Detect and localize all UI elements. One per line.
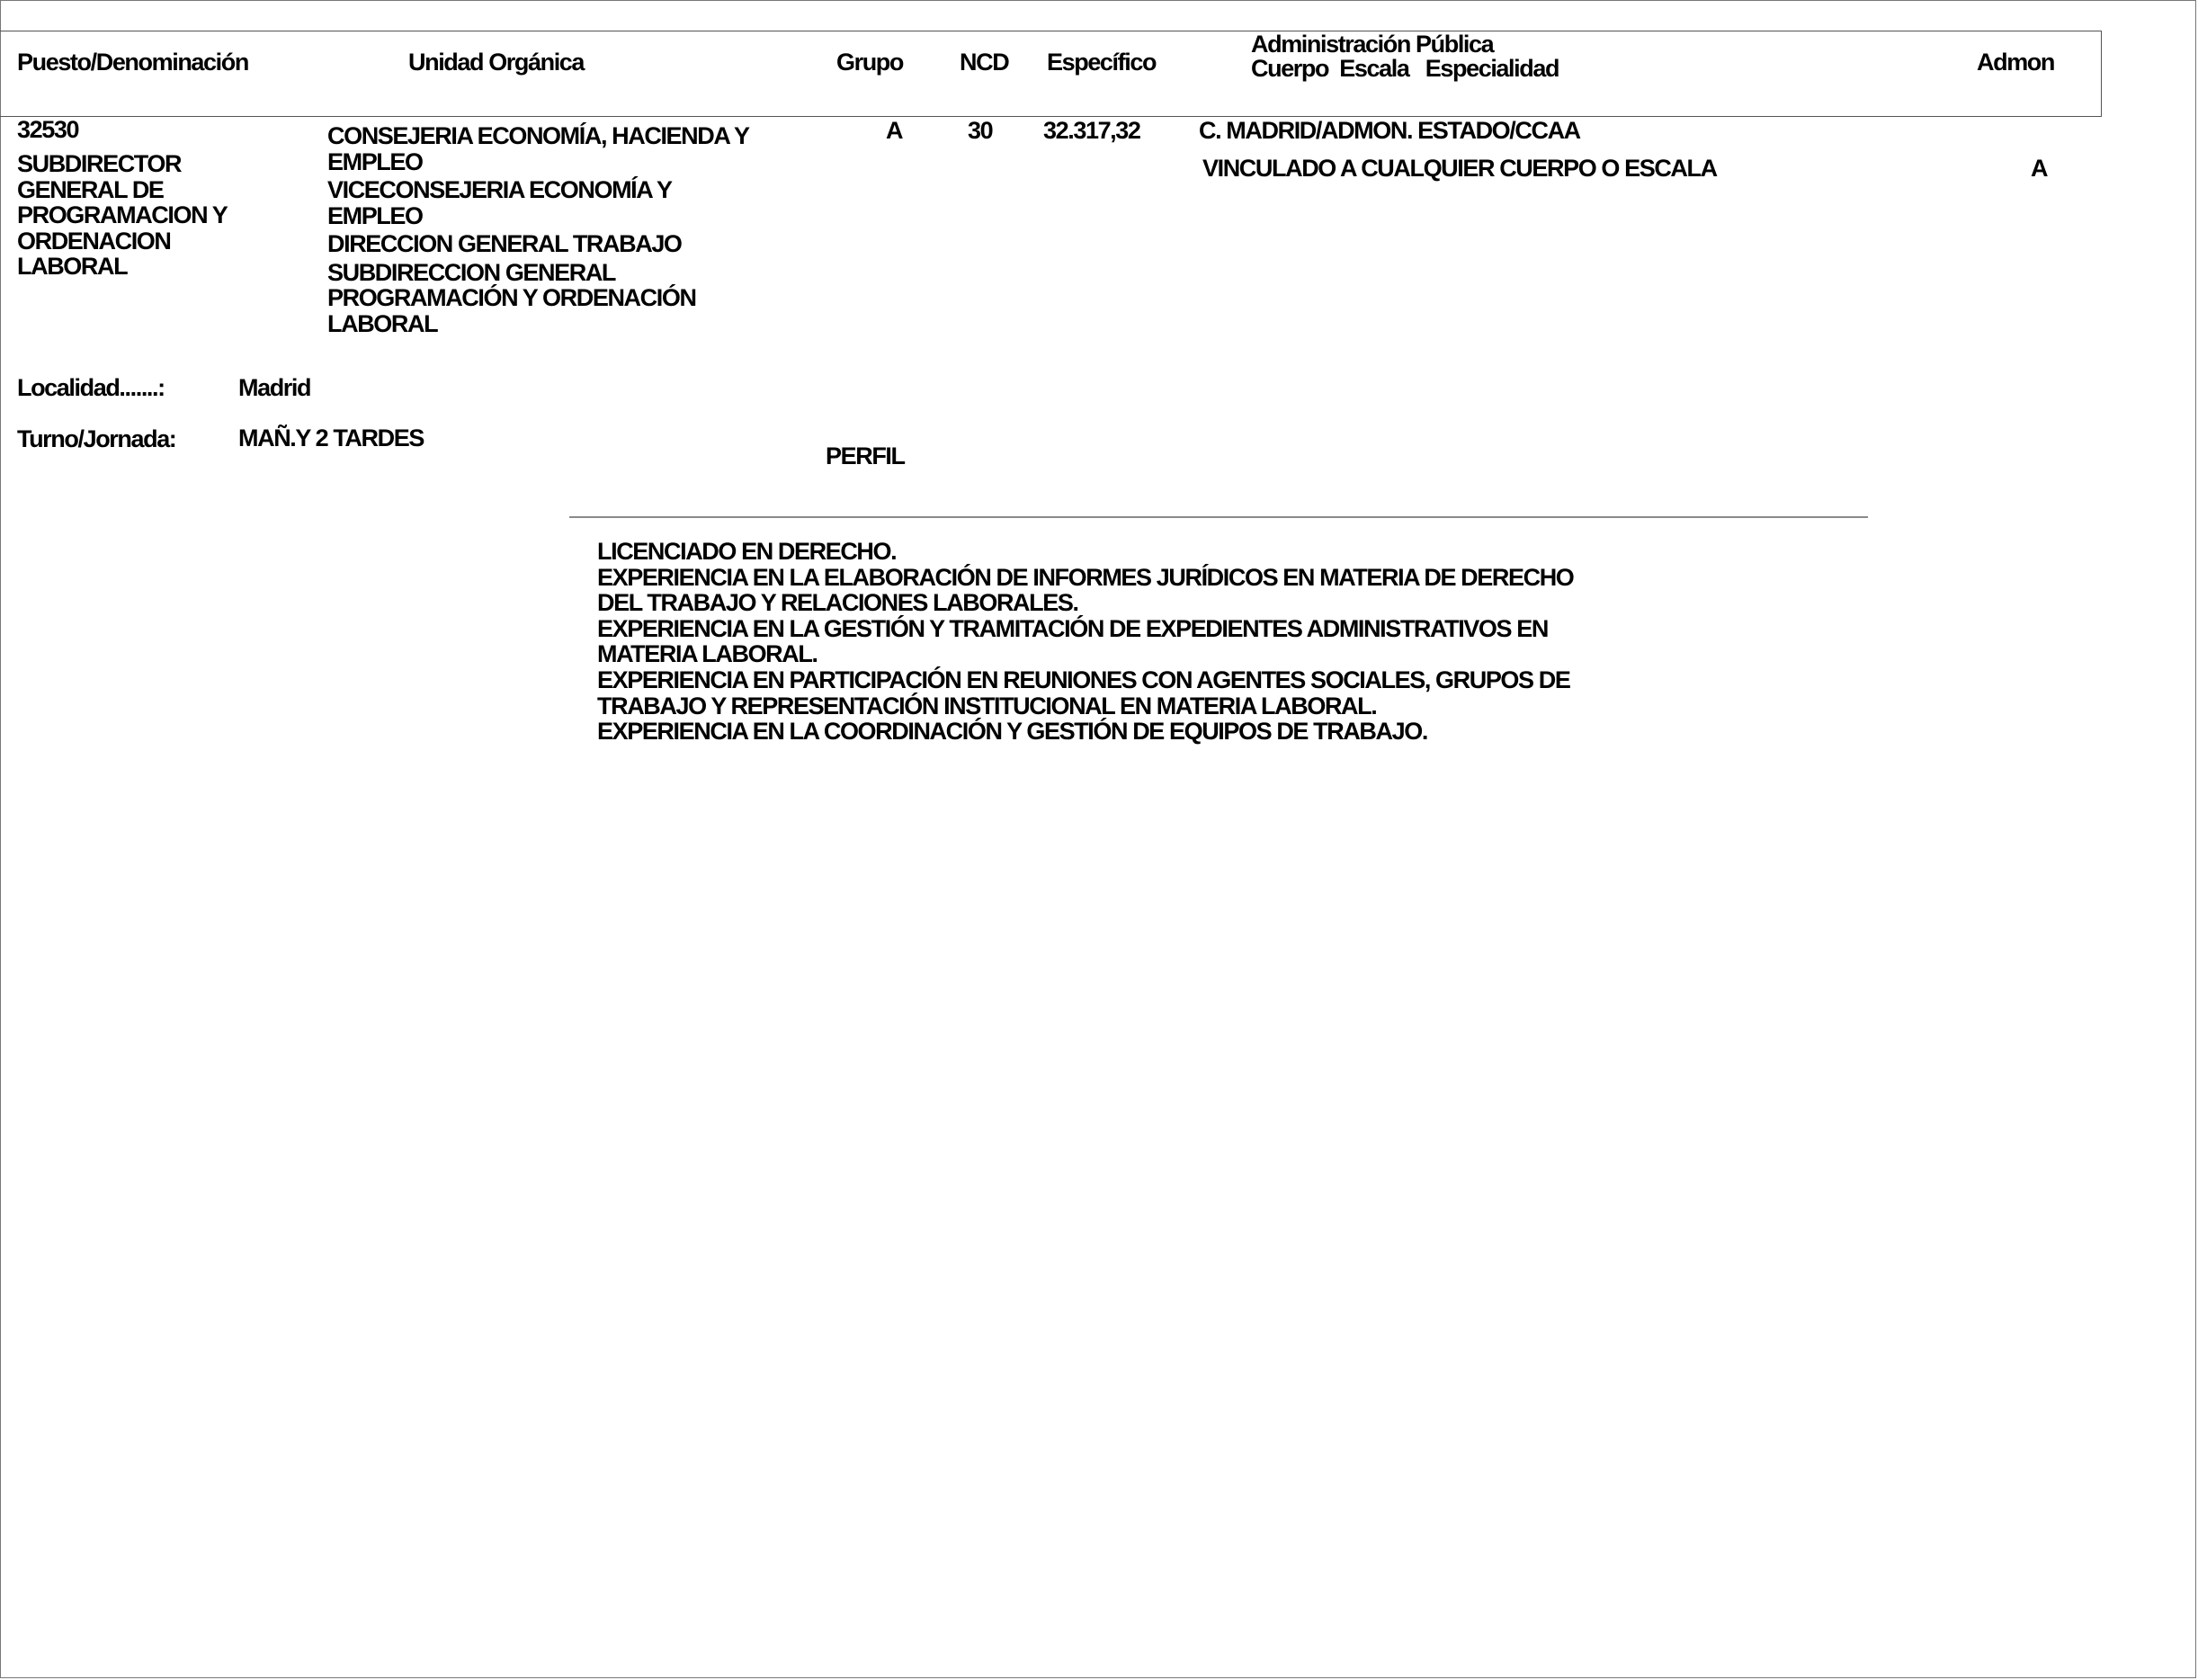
- perfil-text: [597, 539, 1573, 745]
- especifico-value: 32.317,32: [1043, 117, 1140, 144]
- unidad-organica: [327, 123, 749, 336]
- unidad-line: PROGRAMACIÓN Y ORDENACIÓN: [327, 284, 696, 311]
- header-especifico: Específico: [1047, 49, 1157, 76]
- puesto-denominacion: [17, 151, 227, 280]
- header-unidad: Unidad Orgánica: [408, 49, 585, 76]
- perfil-line: EXPERIENCIA EN LA COORDINACIÓN Y GESTIÓN DE EQUIPOS DE TRABAJO.: [597, 718, 1427, 746]
- perfil-line: EXPERIENCIA EN LA GESTIÓN Y TRAMITACIÓN DE EXPEDIENTES ADMINISTRATIVOS EN: [597, 614, 1548, 642]
- header-cuerpo-escala: Cuerpo Escala Especialidad: [1251, 55, 1559, 82]
- perfil-line: MATERIA LABORAL.: [597, 640, 818, 668]
- unidad-line: SUBDIRECCION GENERAL: [327, 258, 616, 286]
- puesto-codigo: 32530: [17, 116, 79, 143]
- puesto-line: GENERAL DE: [17, 175, 164, 203]
- unidad-line: VICECONSEJERIA ECONOMÍA Y: [327, 176, 672, 203]
- header-ncd: NCD: [960, 49, 1009, 76]
- localidad-value: Madrid: [238, 374, 311, 401]
- turno-label: Turno/Jornada:: [17, 425, 176, 452]
- cuerpo-value: VINCULADO A CUALQUIER CUERPO O ESCALA: [1202, 155, 1717, 182]
- perfil-heading: PERFIL: [826, 442, 905, 469]
- administracion-value: C. MADRID/ADMON. ESTADO/CCAA: [1199, 117, 1580, 144]
- perfil-divider: [569, 516, 1868, 518]
- turno-value: MAÑ.Y 2 TARDES: [238, 424, 424, 451]
- header-admon: Admon: [1977, 49, 2054, 76]
- perfil-line: EXPERIENCIA EN LA ELABORACIÓN DE INFORMES JURÍDICOS EN MATERIA DE DERECHO: [597, 563, 1574, 591]
- grupo-value: A: [886, 117, 903, 144]
- perfil-line: TRABAJO Y REPRESENTACIÓN INSTITUCIONAL EN MATERIA LABORAL.: [597, 692, 1377, 719]
- perfil-line: EXPERIENCIA EN PARTICIPACIÓN EN REUNIONES CON AGENTES SOCIALES, GRUPOS DE: [597, 666, 1570, 693]
- unidad-line: EMPLEO: [327, 201, 423, 229]
- admon-value: A: [2031, 155, 2048, 182]
- unidad-line: DIRECCION GENERAL TRABAJO: [327, 230, 682, 257]
- header-grupo: Grupo: [836, 49, 903, 76]
- ncd-value: 30: [968, 117, 993, 144]
- puesto-line: SUBDIRECTOR: [17, 150, 182, 177]
- unidad-line: EMPLEO: [327, 147, 423, 175]
- perfil-line: DEL TRABAJO Y RELACIONES LABORALES.: [597, 589, 1078, 617]
- unidad-line: CONSEJERIA ECONOMÍA, HACIENDA Y: [327, 122, 749, 149]
- header-puesto: Puesto/Denominación: [17, 49, 248, 76]
- unidad-line: LABORAL: [327, 309, 438, 337]
- puesto-line: ORDENACION: [17, 227, 171, 255]
- perfil-line: LICENCIADO EN DERECHO.: [597, 538, 897, 565]
- puesto-line: LABORAL: [17, 253, 128, 280]
- puesto-line: PROGRAMACION Y: [17, 201, 228, 228]
- localidad-label: Localidad.......:: [17, 374, 165, 401]
- header-administracion: Administración Pública: [1251, 31, 1494, 58]
